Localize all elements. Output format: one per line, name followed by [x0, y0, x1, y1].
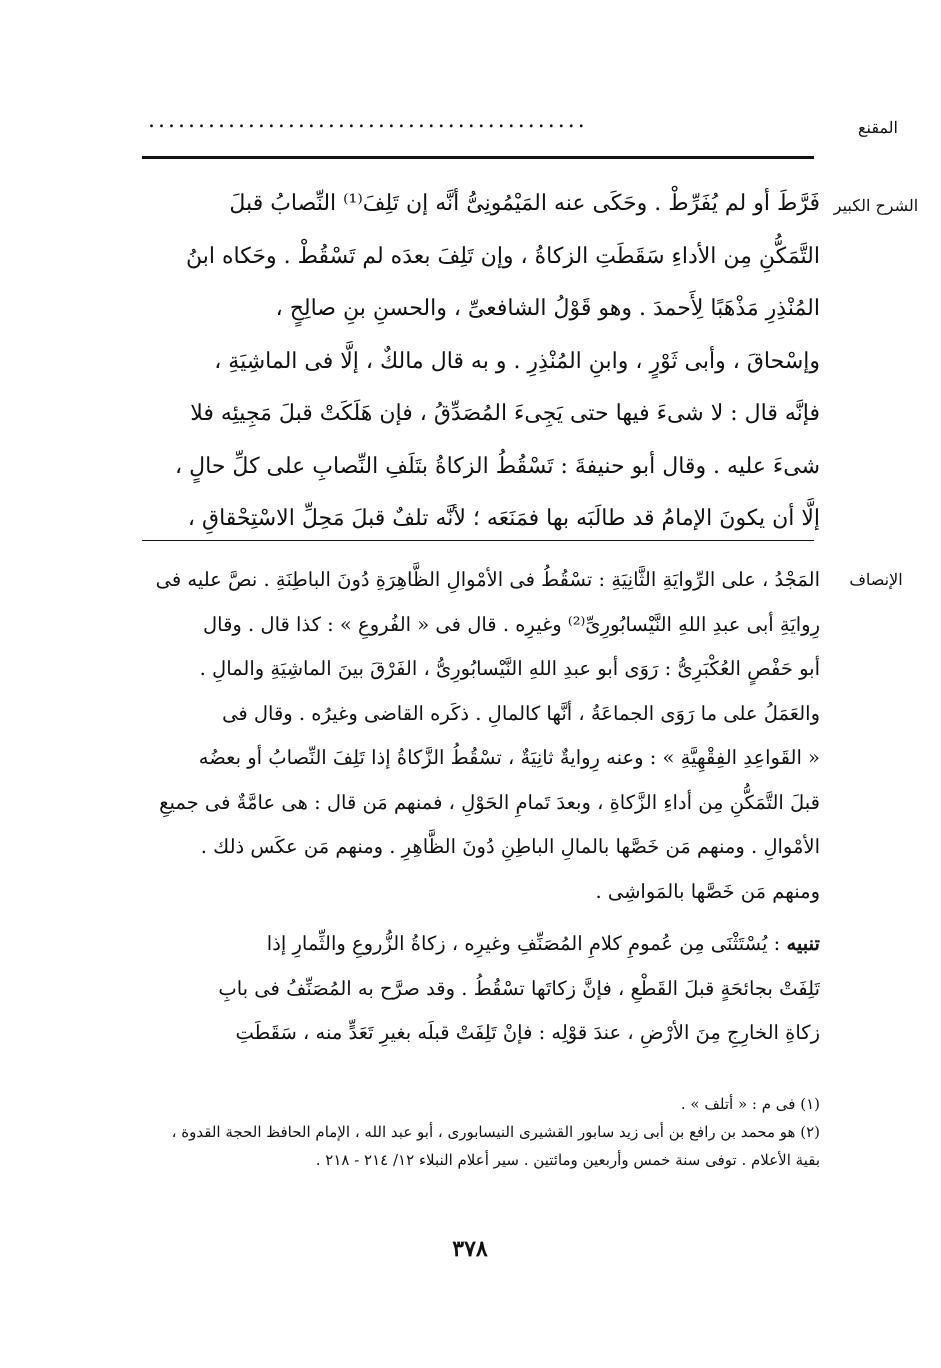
insaf-line: قبلَ التَّمَكُّنِ مِن أداءِ الزَّكاةِ ، وبعدَ تَمامِ الحَوْلِ ، فمنهم مَن قال : هى عامَّةٌ فى جميعِ: [159, 790, 820, 814]
tanbih-text-block: [132, 922, 820, 1056]
sharh-lines: [132, 178, 820, 546]
section-divider: [142, 540, 814, 541]
sharh-line: إلَّا أن يكونَ الإمامُ قد طالَبَه بها فمَنَعَه ؛ لأنَّه تلفٌ قبلَ مَحِلِّ الاسْتِحْقاقِ ،: [187, 506, 820, 531]
insaf-text-block: [132, 558, 820, 914]
footnotes-block: [132, 1090, 820, 1174]
page-number: ٣٧٨: [452, 1236, 488, 1262]
sharh-text-block: [132, 178, 820, 546]
sharh-line: وإسْحاقَ ، وأبى ثَوْرٍ ، وابنِ المُنْذِرِ . و به قال مالكٌ ، إلَّا فى الماشِيَةِ ،: [214, 348, 820, 374]
footnote-line: (١) فى م : « أتلف » .: [680, 1095, 820, 1113]
sharh-section-label: الشرح الكبير: [833, 196, 919, 215]
insaf-line: ومنهم مَن خَصَّها بالمَواشِى .: [595, 879, 820, 903]
sharh-line: فإنَّه قال : لا شىءَ فيها حتى يَجِىءَ المُصَدِّقُ ، فإن هَلَكَتْ قبلَ مَجِيئِه فلا: [190, 401, 820, 426]
sharh-line: فَرَّطَ أو لم يُفَرِّطْ . وحَكَى عنه المَيْمُونِىُّ أنَّه إن تَلِفَ⁽¹⁾ النِّصابُ قبلَ: [229, 191, 820, 216]
tanbih-line: تَلِفَتْ بجائحَةٍ قبلَ القَطْعِ ، فإنَّ زكاتَها تسْقُطُ . وقد صرَّح به المُصَنِّفُ فى بابِ: [218, 976, 820, 1000]
insaf-line: أبو حَفْصٍ العُكْبَرِىُّ : رَوَى أبو عبدِ اللهِ النَّيْسابُورِىُّ ، الفَرْقَ بينَ الماشِيَةِ والمالِ .: [199, 657, 820, 680]
header-rule: [142, 156, 814, 159]
sharh-line: المُنْذِرِ مَذْهَبًا لِأَحمدَ . وهو قَوْلُ الشافعىِّ ، والحسنِ بنِ صالِحٍ ،: [275, 296, 820, 321]
insaf-line: المَجْدُ ، على الرِّوايَةِ الثَّانِيَةِ : تسْقُطُ فى الأمْوالِ الظَّاهِرَةِ دُونَ الباطِنَةِ . نصَّ عليه فى: [155, 568, 820, 591]
sharh-line: شىءَ عليه . وقال أبو حنيفةَ : تَسْقُطُ الزكاةُ بتَلَفِ النِّصابِ على كلِّ حالٍ ،: [175, 453, 820, 479]
insaf-lines: [132, 558, 820, 914]
footnote-lines: [132, 1090, 820, 1174]
insaf-line: والعَمَلُ على ما رَوَى الجماعَةُ ، أنَّها كالمالِ . ذكَره القاضى وغيرُه . وقال فى: [222, 701, 820, 725]
tanbih-first-line-text: : يُسْتَثْنَى مِن عُمومِ كلامِ المُصَنِّفِ وغيرِه ، زكاةُ الزُّروعِ والثِّمارِ إذا: [266, 932, 787, 955]
insaf-line: « القَواعِدِ الفِقْهِيَّةِ » : وعنه رِوايةٌ ثانِيَةٌ ، تسْقُطُ الزَّكاةُ إذا تَلِفَ النِّصابُ أو بعضُه: [198, 746, 820, 769]
book-title: المقنع: [857, 118, 898, 137]
tanbih-line: زكاةِ الخارِجِ مِنَ الأرْضِ ، عندَ قوْلِه : فإنْ تَلِفَتْ قبلَه بغيرِ تَعَدٍّ منه ، سَقَطَتِ: [235, 1021, 820, 1044]
footnote-line: (٢) هو محمد بن رافع بن أبى زيد سابور القشيرى النيسابورى ، أبو عبد الله ، الإمام الحافظ الحجة القدوة ،: [171, 1123, 820, 1141]
insaf-line: رِوايَةِ أبى عبدِ اللهِ النَّيْسابُورِىِّ⁽²⁾ وغيرِه . قال فى « الفُروعِ » : كذا قال . وقال: [202, 612, 820, 636]
insaf-line: الأمْوالِ . ومنهم مَن خَصَّها بالمالِ الباطِنِ دُونَ الظَّاهِرِ . ومنهم مَن عكَس ذلك .: [200, 835, 820, 858]
tanbih-heading: تنبيه: [786, 932, 820, 955]
insaf-section-label: الإنصاف: [849, 570, 903, 589]
footnote-line: بقية الأعلام . توفى سنة خمس وأربعين ومائتين . سير أعلام النبلاء ١٢/ ٢١٤ - ٢١٨ .: [315, 1151, 820, 1169]
tanbih-first-line: [132, 922, 820, 967]
sharh-line: التَّمَكُّنِ مِن الأداءِ سَقَطَتِ الزكاةُ ، وإن تَلِفَ بعدَه لم تَسْقُطْ . وحَكاه ابنُ: [186, 243, 820, 269]
tanbih-lines: [132, 922, 820, 1056]
header-dotted-leader: ............................................: [148, 108, 588, 133]
